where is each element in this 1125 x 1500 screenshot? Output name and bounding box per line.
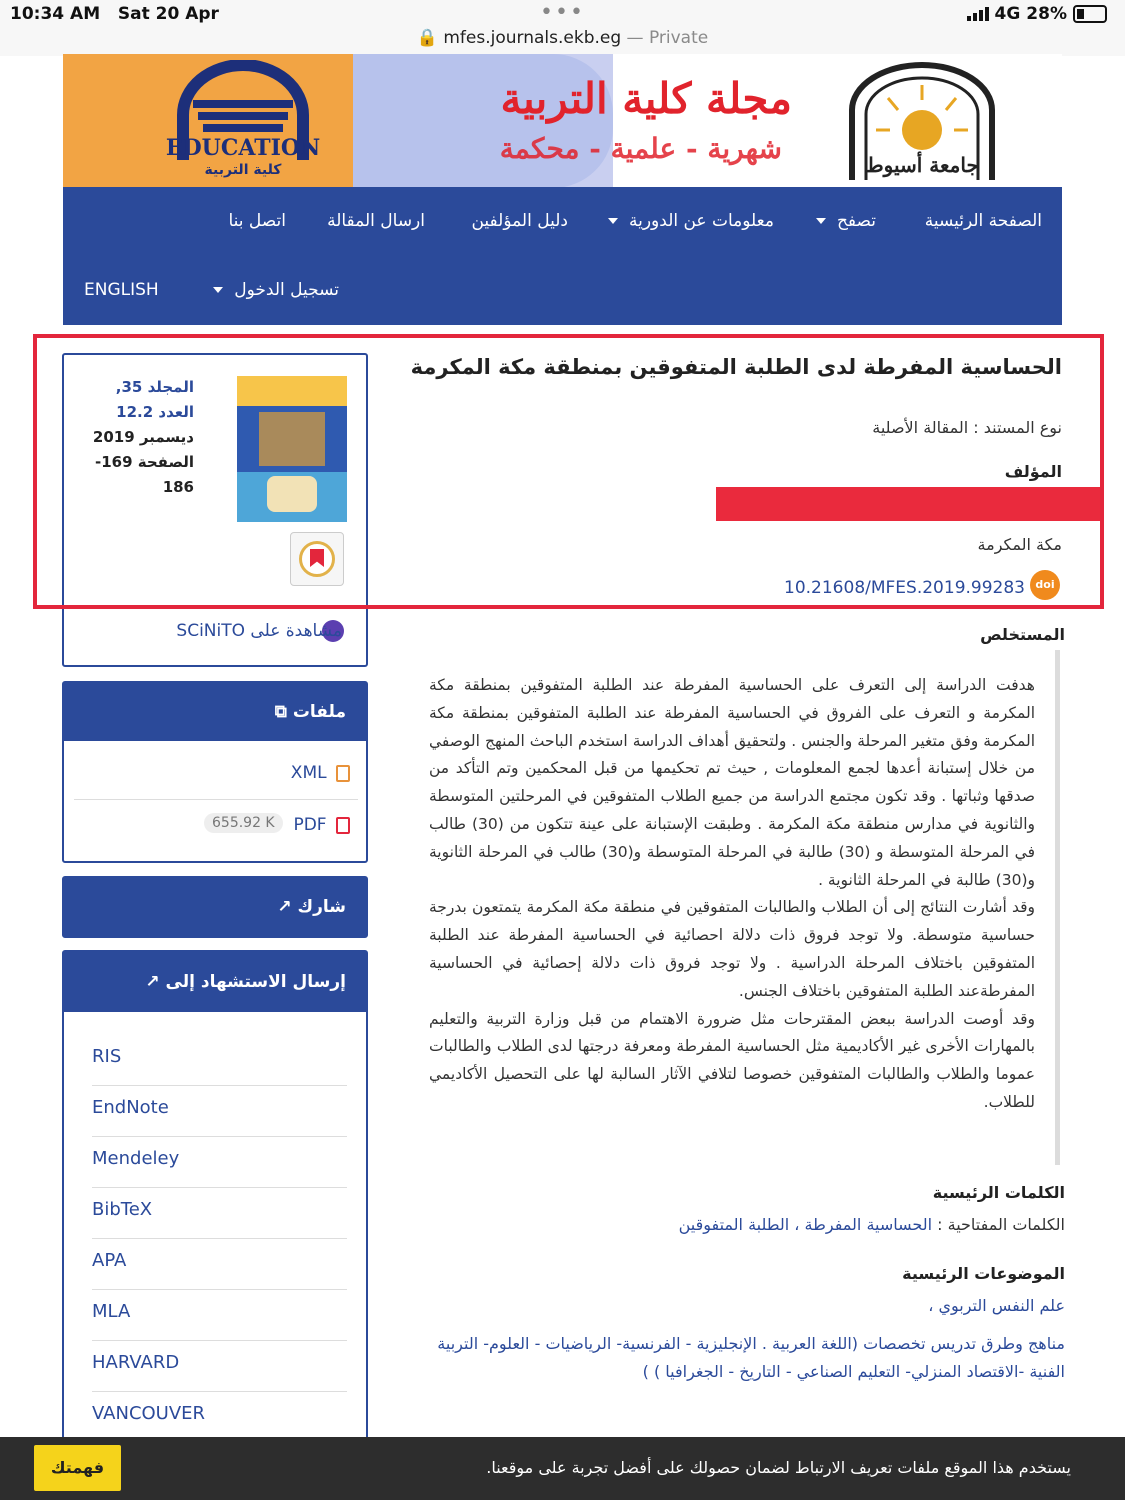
issue-date: ديسمبر 2019 xyxy=(92,428,194,446)
files-panel xyxy=(62,681,368,863)
abstract-paragraph: وقد أشارت النتائج إلى أن الطلاب والطالبات المتفوقين في منطقة مكة المكرمة يتمتعون بدرجة حساسية متوسطة. ولا توجد فروق ذات دلالة احصائية في الحساسية المفرطة عند الطلبة المتفوقين باختلاف المرحلة الدراسية . ولا توجد فروق ذات دلالة إحصائية في الحساسية المفرطةعند الطلبة المتفوقين باختلاف الجنس. xyxy=(429,898,1035,1000)
battery-label: 28% xyxy=(1026,4,1067,24)
address-bar[interactable] xyxy=(0,28,1125,48)
issue-link[interactable]: العدد 12.2 xyxy=(116,403,194,421)
pdf-file-icon xyxy=(336,817,350,834)
topics-heading: الموضوعات الرئيسية xyxy=(902,1264,1065,1283)
caret-down-icon xyxy=(213,287,223,293)
cite-format-apa[interactable]: APA xyxy=(92,1238,347,1290)
banner-title: مجلة كلية التربية xyxy=(500,74,792,123)
page-range-end: 186 xyxy=(162,478,194,496)
external-link-icon: ↗ xyxy=(145,972,160,992)
nav-language-english[interactable]: ENGLISH xyxy=(84,280,159,300)
abstract-heading: المستخلص xyxy=(980,625,1065,644)
keywords-link[interactable]: الحساسية المفرطة ، الطلبة المتفوقين xyxy=(678,1215,933,1234)
pdf-download-link[interactable]: PDF xyxy=(293,815,350,835)
topic-link[interactable]: مناهج وطرق تدريس تخصصات (اللغة العربية . الإنجليزية - الفرنسية- الرياضيات - العلوم- التربية الفنية -الاقتصاد المنزلي- التعليم الصناعي - التاريخ - الجغرافيا ) ) xyxy=(437,1334,1065,1381)
citation-panel-header xyxy=(64,952,366,1012)
nav-browse[interactable]: تصفح xyxy=(816,211,876,231)
xml-file-icon xyxy=(336,765,350,782)
files-panel-header xyxy=(64,683,366,741)
main-navbar xyxy=(63,187,1062,325)
cite-format-ris[interactable]: RIS xyxy=(92,1034,347,1086)
xml-download-link[interactable]: XML xyxy=(291,763,350,783)
abstract-paragraph: وقد أوصت الدراسة ببعض المقترحات مثل ضرورة الاهتمام من قبل وزارة التربية والتعليم بالمهارات الأخرى غير الأكاديمية مثل الحساسية المفرطة ومعرفة درجتها لدى الطلاب والطالبات عموما والطلاب والطالبات المتفوقين خصوصا لتلافي الآثار السالبة لها على التحصيل الأكاديمي للطلاب. xyxy=(429,1009,1035,1111)
page-range: الصفحة 169- xyxy=(94,453,194,471)
citation-heading: إرسال الاستشهاد إلى xyxy=(165,972,346,992)
abstract-side-rule xyxy=(1055,650,1060,1165)
banner-subtitle: شهرية - علمية - محكمة xyxy=(499,132,782,165)
keywords-line xyxy=(679,1215,1065,1234)
document-type: نوع المستند : المقالة الأصلية xyxy=(872,418,1062,437)
share-panel-header[interactable] xyxy=(64,878,366,936)
cookie-accept-button[interactable]: فهمتك xyxy=(34,1445,121,1491)
cite-format-vancouver[interactable]: VANCOUVER xyxy=(92,1403,206,1424)
keywords-prefix: الكلمات المفتاحية : xyxy=(932,1215,1065,1234)
pdf-size-badge: 655.92 K xyxy=(204,813,283,833)
private-label: — Private xyxy=(621,28,709,48)
files-heading: ملفات xyxy=(292,702,346,722)
education-logo-text: EDUCATION xyxy=(165,135,321,161)
nav-journal-info[interactable]: معلومات عن الدورية xyxy=(608,211,774,231)
nav-submit-article[interactable]: ارسال المقالة xyxy=(327,211,425,231)
assiut-university-logo xyxy=(842,60,1002,182)
nav-contact[interactable]: اتصل بنا xyxy=(228,211,286,231)
keywords-heading: الكلمات الرئيسية xyxy=(932,1183,1065,1202)
doi-link[interactable]: 10.21608/MFES.2019.99283 xyxy=(784,578,1025,598)
citation-export-panel xyxy=(62,950,368,1440)
share-icon: ↗ xyxy=(277,897,292,917)
signal-icon xyxy=(967,7,989,21)
network-label: 4G xyxy=(994,4,1021,24)
cite-format-mla[interactable]: MLA xyxy=(92,1289,347,1341)
journal-banner[interactable] xyxy=(63,54,1062,188)
cite-format-bibtex[interactable]: BibTeX xyxy=(92,1187,347,1239)
doi-icon: doi xyxy=(1030,570,1060,600)
share-heading: شارك xyxy=(297,897,346,917)
highlight-annotation-box xyxy=(33,334,1104,609)
tab-dots-icon[interactable]: ••• xyxy=(540,0,585,25)
author-affiliation: مكة المكرمة xyxy=(977,535,1062,554)
cookie-message: يستخدم هذا الموقع ملفات تعريف الارتباط لضمان حصولك على أفضل تجربة على موقعنا. xyxy=(486,1458,1071,1477)
author-heading: المؤلف xyxy=(1004,462,1062,481)
caret-down-icon xyxy=(816,218,826,224)
abstract-body xyxy=(429,672,1035,1117)
status-indicators xyxy=(967,4,1108,24)
nav-login[interactable]: تسجيل الدخول xyxy=(213,280,339,300)
cookie-consent-bar xyxy=(0,1437,1125,1500)
volume-link[interactable]: المجلد 35, xyxy=(115,378,194,396)
cite-format-endnote[interactable]: EndNote xyxy=(92,1085,347,1137)
cite-format-mendeley[interactable]: Mendeley xyxy=(92,1136,347,1188)
share-panel[interactable] xyxy=(62,876,368,938)
nav-author-guide[interactable]: دليل المؤلفين xyxy=(471,211,568,231)
divider xyxy=(74,799,358,800)
browser-status-bar xyxy=(0,0,1125,56)
url-text: mfes.journals.ekb.eg xyxy=(443,28,622,48)
caret-down-icon xyxy=(608,218,618,224)
cite-format-harvard[interactable]: HARVARD xyxy=(92,1340,347,1392)
copy-files-icon: ⧉ xyxy=(274,702,287,722)
abstract-paragraph: هدفت الدراسة إلى التعرف على الحساسية المفرطة عند الطلبة المتفوقين بمنطقة مكة المكرمة و التعرف على الفروق في الحساسية المفرطة عند الطلبة المتفوقين بمنطقة مكة المكرمة وفق متغير المرحلة والجنس . ولتحقيق أهداف الدراسة استخدم الباحث المنهج الوصفي من خلال إستبانة أعدها لجمع المعلومات , حيث تم تحكيمها من قبل المحكمين وتم التأكد من صدقها وثباتها . وقد تكون مجتمع الدراسة من جميع الطلاب المتفوقين في المرحلتين المتوسطة والثانوية في مدارس منطقة مكة المكرمة . وطبقت الإستبانة على عينة تتكون من (30) طالب في المرحلة المتوسطة و (30) طالبة في المرحلة المتوسطة و(30) طالب في المرحلة الثانوية و(30) طالبة في المرحلة الثانوية . xyxy=(429,676,1035,889)
education-logo xyxy=(163,60,323,180)
university-logo-text: جامعة أسيوط xyxy=(865,153,979,177)
lock-icon: 🔒 xyxy=(416,28,438,48)
article-title: الحساسية المفرطة لدى الطلبة المتفوقين بمنطقة مكة المكرمة xyxy=(410,355,1062,379)
view-on-scinito-link[interactable]: مشاهدة على SCiNiTO xyxy=(176,621,342,641)
battery-icon xyxy=(1073,5,1107,23)
topic-link[interactable]: علم النفس التربوي ، xyxy=(928,1296,1065,1315)
nav-home[interactable]: الصفحة الرئيسية xyxy=(924,211,1042,231)
status-time: 10:34 AM Sat 20 Apr xyxy=(10,4,219,24)
education-logo-subtext: كلية التربية xyxy=(204,162,282,178)
